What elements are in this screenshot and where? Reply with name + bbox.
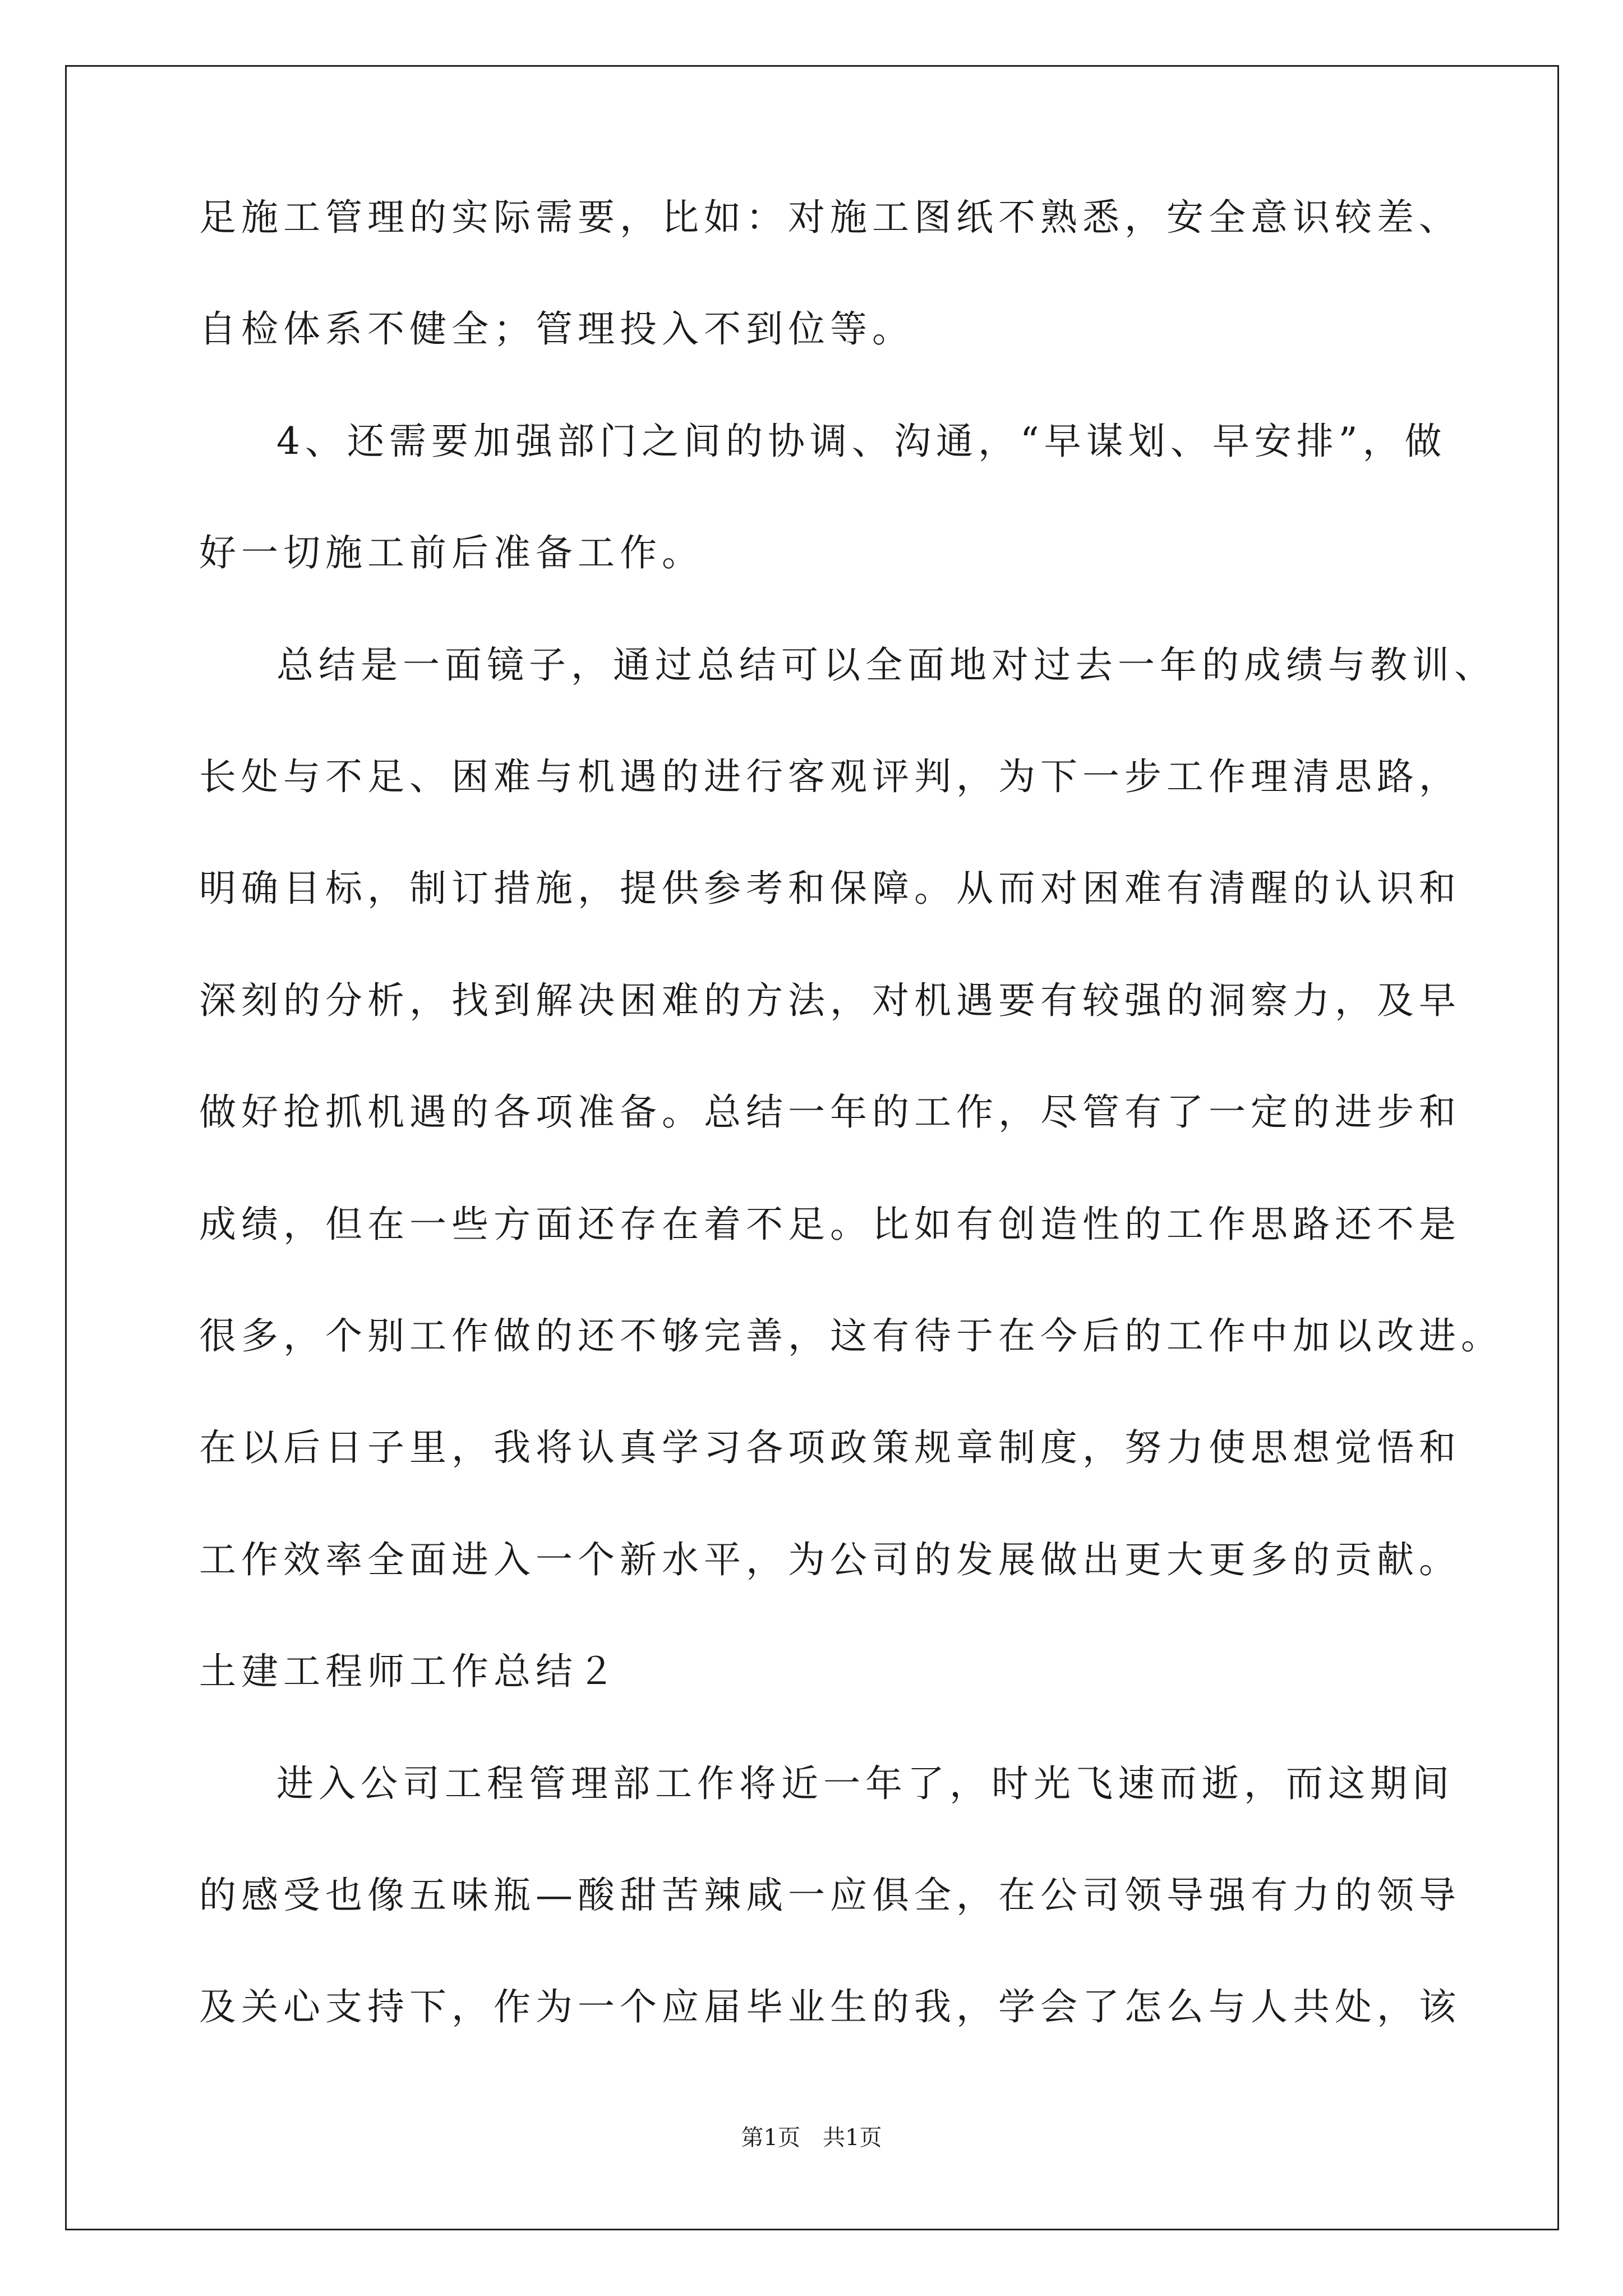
section-heading: 土建工程师工作总结２: [199, 1650, 620, 1693]
text-line: 自检体系不健全；管理投入不到位等。: [199, 307, 914, 351]
text-line: 明确目标，制订措施，提供参考和保障。从而对困难有清醒的认识和: [199, 867, 1461, 910]
text-line: 的感受也像五味瓶—酸甜苦辣咸一应俱全，在公司领导强有力的领导: [199, 1874, 1461, 1917]
text-line: 在以后日子里，我将认真学习各项政策规章制度，努力使思想觉悟和: [199, 1426, 1461, 1469]
text-line: 足施工管理的实际需要，比如：对施工图纸不熟悉，安全意识较差、: [199, 196, 1461, 239]
text-line: 很多，个别工作做的还不够完善，这有待于在今后的工作中加以改进。: [199, 1314, 1503, 1358]
text-line: 长处与不足、困难与机遇的进行客观评判，为下一步工作理清思路，: [199, 755, 1461, 798]
text-line: 深刻的分析，找到解决困难的方法，对机遇要有较强的洞察力，及早: [199, 979, 1461, 1022]
text-line: 及关心支持下，作为一个应届毕业生的我，学会了怎么与人共处，该: [199, 1985, 1461, 2028]
paragraph-start-line: 4、还需要加强部门之间的协调、沟通，“早谋划、早安排”，做: [276, 420, 1447, 463]
text-line: 成绩，但在一些方面还存在着不足。比如有创造性的工作思路还不是: [199, 1203, 1461, 1246]
paragraph-start-line: 总结是一面镜子，通过总结可以全面地对过去一年的成绩与教训、: [276, 643, 1496, 687]
text-line: 做好抢抓机遇的各项准备。总结一年的工作，尽管有了一定的进步和: [199, 1091, 1461, 1134]
text-line: 工作效率全面进入一个新水平，为公司的发展做出更大更多的贡献。: [199, 1538, 1461, 1581]
text-line: 好一切施工前后准备工作。: [199, 531, 704, 574]
page-footer: 第1页 共1页: [741, 2125, 882, 2151]
paragraph-start-line: 进入公司工程管理部工作将近一年了，时光飞速而逝，而这期间: [276, 1762, 1454, 1805]
